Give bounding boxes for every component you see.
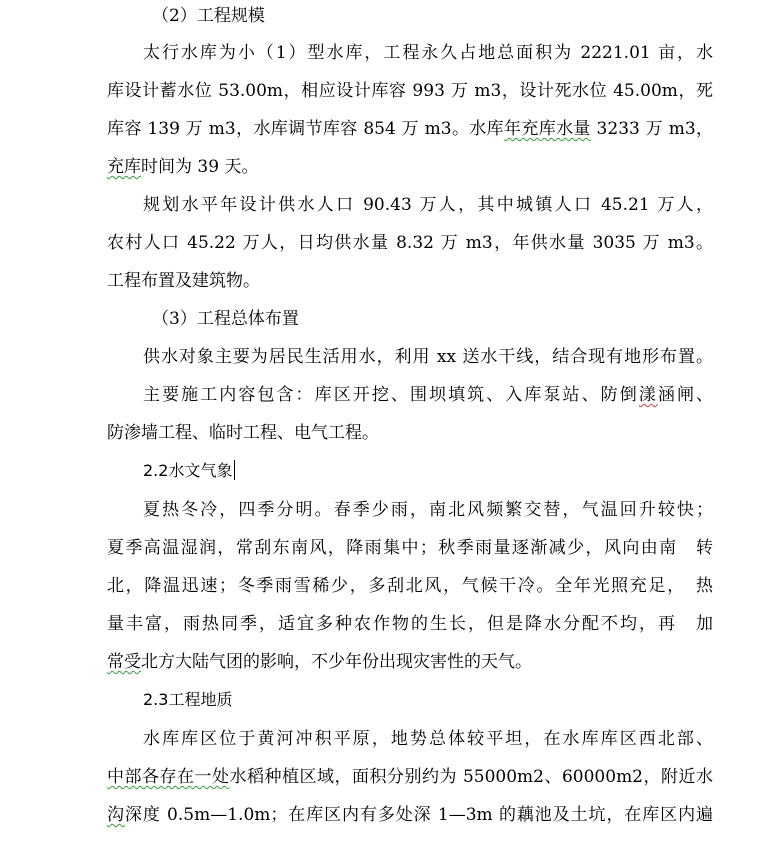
text-line (107, 803, 713, 827)
text-segment: 北方大陆气团的影响，不少年份出现灾害性的天气。 (141, 652, 532, 672)
section-heading-hydrology[interactable] (143, 459, 235, 483)
text-line: 农村人口 45.22 万人，日均供水量 8.32 万 m3，年供水量 3035 万 m3。 (107, 233, 713, 253)
text-cursor (234, 460, 235, 480)
spelling-marked-text[interactable]: 漾 (638, 385, 658, 405)
text-segment: 深度 0.5m—1.0m；在库区内有多处深 1—3m 的藕池及土坑，在库区内遍 (124, 805, 714, 825)
text-line: 规划水平年设计供水人口 90.43 万人，其中城镇人口 45.21 万人， (143, 195, 713, 215)
text-line: 夏季高温湿润，常刮东南风，降雨集中；秋季雨量逐渐减少，风向由南 转 (107, 538, 713, 558)
text-segment: 时间为 39 天。 (141, 157, 259, 177)
text-line: 量丰富，雨热同季，适宜多种农作物的生长，但是降水分配不均，再 加 (107, 614, 713, 634)
text-line (107, 155, 258, 179)
subheading-overall-layout: （3）工程总体布置 (152, 309, 299, 329)
subheading-engineering-scale: （2）工程规模 (152, 6, 265, 26)
text-line: 工程布置及建筑物。 (107, 271, 260, 291)
text-segment: 3233 万 m3， (590, 119, 713, 139)
text-segment: 主要施工内容包含：库区开挖、围坝填筑、入库泵站、防倒 (143, 385, 639, 405)
grammar-marked-text[interactable]: 年充库水量 (504, 119, 591, 139)
text-line (107, 650, 532, 674)
text-line: 太行水库为小（1）型水库，工程永久占地总面积为 2221.01 亩，水 (143, 43, 713, 63)
text-line: 防渗墙工程、临时工程、电气工程。 (107, 423, 379, 443)
heading-text: 2.2水文气象 (143, 461, 233, 480)
text-line (107, 117, 713, 141)
grammar-marked-text[interactable]: 沟 (107, 805, 125, 825)
text-line (107, 765, 713, 789)
section-heading-geology: 2.3工程地质 (143, 690, 233, 709)
text-line: 水库库区位于黄河冲积平原，地势总体较平坦，在水库库区西北部、 (143, 729, 713, 749)
text-segment: 水稻种植区域，面积分别约为 55000m2、60000m2，附近水 (229, 767, 714, 787)
text-segment: 涵闸、 (657, 385, 714, 405)
text-line: 夏热冬冷，四季分明。春季少雨，南北风频繁交替，气温回升较快； (143, 500, 713, 520)
grammar-marked-text[interactable]: 充库 (107, 157, 141, 177)
text-line: 供水对象主要为居民生活用水，利用 xx 送水干线，结合现有地形布置。 (143, 347, 713, 367)
grammar-marked-text[interactable]: 常受 (107, 652, 141, 672)
text-line (143, 383, 713, 407)
text-segment: 库容 139 万 m3，水库调节库容 854 万 m3。水库 (107, 119, 505, 139)
grammar-marked-text[interactable]: 中部各存在一处 (107, 767, 230, 787)
text-line: 北，降温迅速；冬季雨雪稀少，多刮北风，气候干冷。全年光照充足， 热 (107, 576, 713, 596)
text-line: 库设计蓄水位 53.00m，相应设计库容 993 万 m3，设计死水位 45.00m，死 (107, 81, 713, 101)
